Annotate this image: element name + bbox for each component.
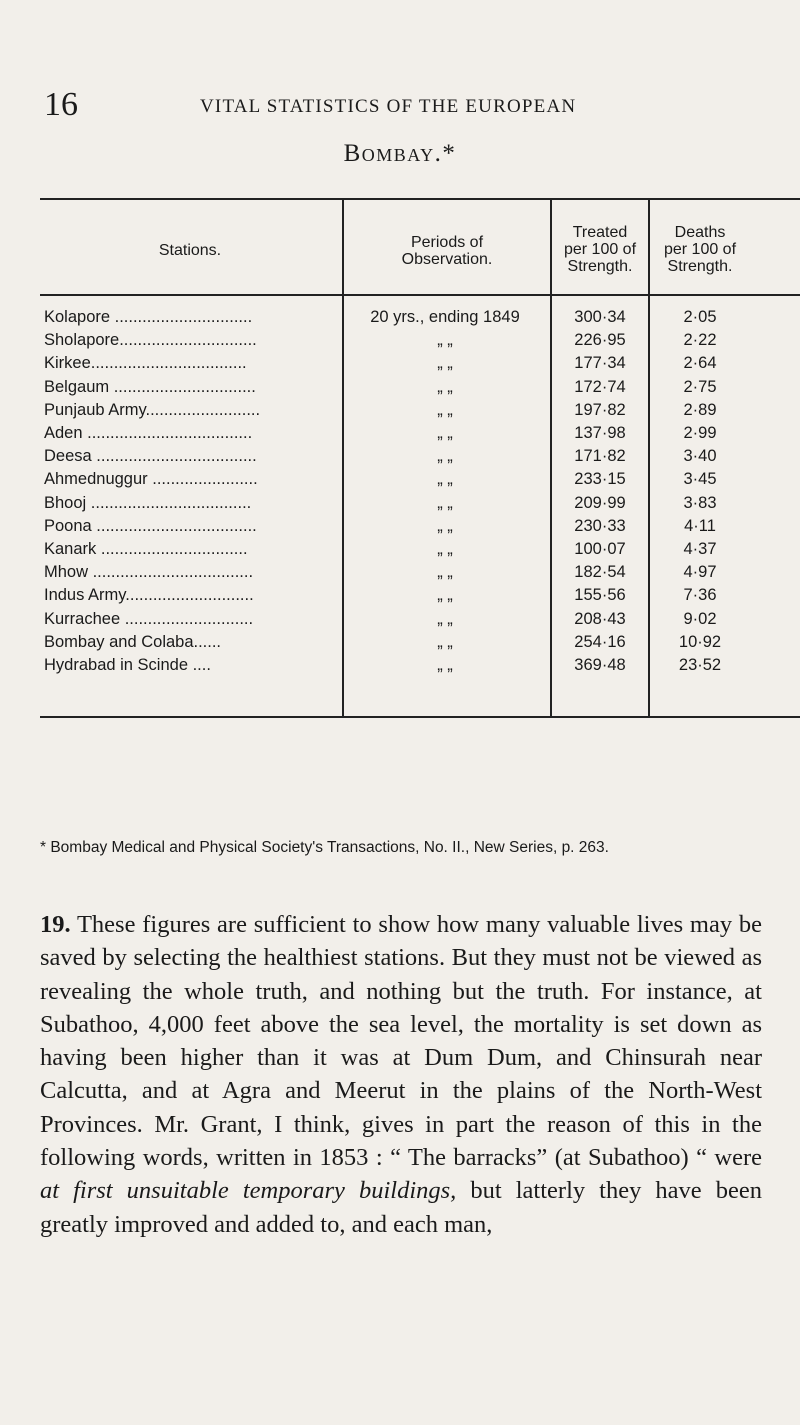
header-periods-line2: Observation. bbox=[401, 251, 493, 268]
period-cell: „ „ bbox=[437, 470, 453, 489]
table-row bbox=[40, 331, 800, 354]
station-cell: Kirkee.................................. bbox=[44, 354, 247, 373]
deaths-cell: 7·36 bbox=[683, 586, 717, 605]
paragraph-number: 19. bbox=[40, 911, 71, 938]
paragraph-italic-text: at first unsuitable temporary buildings, bbox=[40, 1177, 457, 1205]
deaths-cell: 3·83 bbox=[683, 493, 717, 512]
statistics-table bbox=[40, 198, 800, 798]
station-cell: Deesa ................................... bbox=[44, 447, 257, 466]
table-row bbox=[40, 401, 800, 424]
station-cell: Indus Army............................ bbox=[44, 586, 254, 605]
period-cell: „ „ bbox=[437, 586, 453, 605]
treated-cell: 233·15 bbox=[574, 470, 626, 489]
deaths-cell: 2·75 bbox=[683, 377, 717, 396]
treated-cell: 155·56 bbox=[574, 586, 626, 605]
deaths-cell: 2·64 bbox=[683, 354, 717, 373]
station-cell: Punjaub Army......................... bbox=[44, 400, 261, 419]
treated-cell: 197·82 bbox=[574, 400, 626, 419]
period-cell: „ „ bbox=[437, 447, 453, 466]
deaths-cell: 23·52 bbox=[678, 656, 722, 674]
station-cell: Ahmednuggur ....................... bbox=[44, 470, 258, 489]
period-cell: „ „ bbox=[437, 632, 453, 651]
station-cell: Poona ................................... bbox=[44, 516, 257, 535]
deaths-cell: 2·22 bbox=[683, 331, 717, 350]
station-cell: Sholapore.............................. bbox=[44, 331, 257, 350]
header-treated-line1: Treated bbox=[572, 224, 628, 241]
period-cell: „ „ bbox=[437, 656, 453, 674]
body-paragraph bbox=[40, 908, 762, 1241]
period-cell: „ „ bbox=[437, 516, 453, 535]
header-treated-line2: per 100 of bbox=[563, 241, 637, 258]
table-row bbox=[40, 354, 800, 377]
table-row bbox=[40, 610, 800, 633]
station-cell: Mhow ................................... bbox=[44, 563, 254, 582]
treated-cell: 172·74 bbox=[574, 377, 626, 396]
table-row bbox=[40, 308, 800, 331]
table-row bbox=[40, 470, 800, 493]
table-row bbox=[40, 633, 800, 656]
station-cell: Kanark ................................ bbox=[44, 540, 248, 558]
station-cell: Kurrachee ............................ bbox=[44, 609, 254, 628]
treated-cell: 369·48 bbox=[574, 656, 626, 674]
footnote: * Bombay Medical and Physical Society's Transactions, No. II., New Series, p. 263. bbox=[40, 839, 609, 856]
station-cell: Aden .................................... bbox=[44, 424, 253, 442]
table-row bbox=[40, 586, 800, 609]
station-cell: Belgaum ............................... bbox=[44, 377, 256, 396]
period-cell: „ „ bbox=[437, 400, 453, 419]
deaths-cell: 3·45 bbox=[683, 470, 717, 489]
treated-cell: 137·98 bbox=[574, 424, 626, 442]
treated-cell: 209·99 bbox=[574, 493, 626, 512]
treated-cell: 182·54 bbox=[574, 563, 626, 582]
treated-cell: 254·16 bbox=[574, 632, 626, 651]
treated-cell: 226·95 bbox=[574, 331, 626, 350]
deaths-cell: 2·99 bbox=[683, 424, 717, 442]
deaths-cell: 2·05 bbox=[683, 308, 717, 326]
treated-cell: 230·33 bbox=[574, 516, 626, 535]
table-row bbox=[40, 540, 800, 563]
treated-cell: 177·34 bbox=[574, 354, 626, 373]
page-number: 16 bbox=[44, 86, 78, 123]
header-stations: Stations. bbox=[158, 242, 222, 259]
deaths-cell: 3·40 bbox=[683, 447, 717, 466]
header-deaths-line1: Deaths bbox=[674, 224, 726, 241]
period-cell: „ „ bbox=[437, 493, 453, 512]
table-row bbox=[40, 447, 800, 470]
station-cell: Bhooj ................................... bbox=[44, 493, 252, 512]
paragraph-text-continued: but latterly they have been greatly improved and added to, and each man, bbox=[40, 1177, 762, 1238]
table-bottom-rule bbox=[40, 716, 800, 718]
header-deaths bbox=[650, 224, 750, 275]
deaths-cell: 9·02 bbox=[683, 609, 717, 628]
header-deaths-line3: Strength. bbox=[667, 258, 733, 275]
period-cell: „ „ bbox=[437, 609, 453, 628]
table-title: Bombay.* bbox=[343, 140, 457, 167]
header-periods bbox=[344, 234, 550, 268]
running-head bbox=[0, 86, 800, 126]
running-title: VITAL STATISTICS OF THE EUROPEAN bbox=[200, 96, 577, 117]
treated-cell: 208·43 bbox=[574, 609, 626, 628]
period-cell: „ „ bbox=[437, 540, 453, 558]
table-row bbox=[40, 563, 800, 586]
station-cell: Kolapore .............................. bbox=[44, 308, 253, 326]
deaths-cell: 10·92 bbox=[678, 632, 722, 651]
table-top-rule bbox=[40, 198, 800, 200]
header-bottom-rule bbox=[40, 294, 800, 296]
table-row bbox=[40, 517, 800, 540]
header-deaths-line2: per 100 of bbox=[663, 241, 737, 258]
treated-cell: 300·34 bbox=[574, 308, 626, 326]
period-cell: „ „ bbox=[437, 331, 453, 350]
period-cell: „ „ bbox=[437, 563, 453, 582]
station-cell: Hydrabad in Scinde .... bbox=[44, 656, 211, 674]
treated-cell: 100·07 bbox=[574, 540, 626, 558]
station-cell: Bombay and Colaba...... bbox=[44, 632, 222, 651]
deaths-cell: 4·97 bbox=[683, 563, 717, 582]
period-cell: „ „ bbox=[437, 424, 453, 442]
treated-cell: 171·82 bbox=[574, 447, 626, 466]
period-cell: 20 yrs., ending 1849 bbox=[370, 308, 520, 326]
table-row bbox=[40, 378, 800, 401]
period-cell: „ „ bbox=[437, 354, 453, 373]
header-treated bbox=[552, 224, 648, 275]
deaths-cell: 4·11 bbox=[684, 516, 716, 535]
period-cell: „ „ bbox=[437, 377, 453, 396]
table-row bbox=[40, 494, 800, 517]
header-treated-line3: Strength. bbox=[567, 258, 633, 275]
table-row bbox=[40, 656, 800, 679]
deaths-cell: 2·89 bbox=[683, 400, 717, 419]
deaths-cell: 4·37 bbox=[683, 540, 717, 558]
paragraph-text: These figures are sufficient to show how many valuable lives may be saved by selecting the healthiest stations. But they must not be viewed as revealing the whole truth, and nothing but the truth. For instance, at Subathoo, 4,000 feet above the sea level, the mortality is set down as having been higher than it was at Dum Dum, and Chinsurah near Calcutta, and at Agra and Meerut in the plains of the North-West Provinces. Mr. Grant, I think, gives in part the reason of this in the following words, written in 1853 : “ The barracks” (at Subathoo) “ were bbox=[40, 911, 762, 1172]
header-periods-line1: Periods of bbox=[410, 234, 484, 251]
table-row bbox=[40, 424, 800, 447]
